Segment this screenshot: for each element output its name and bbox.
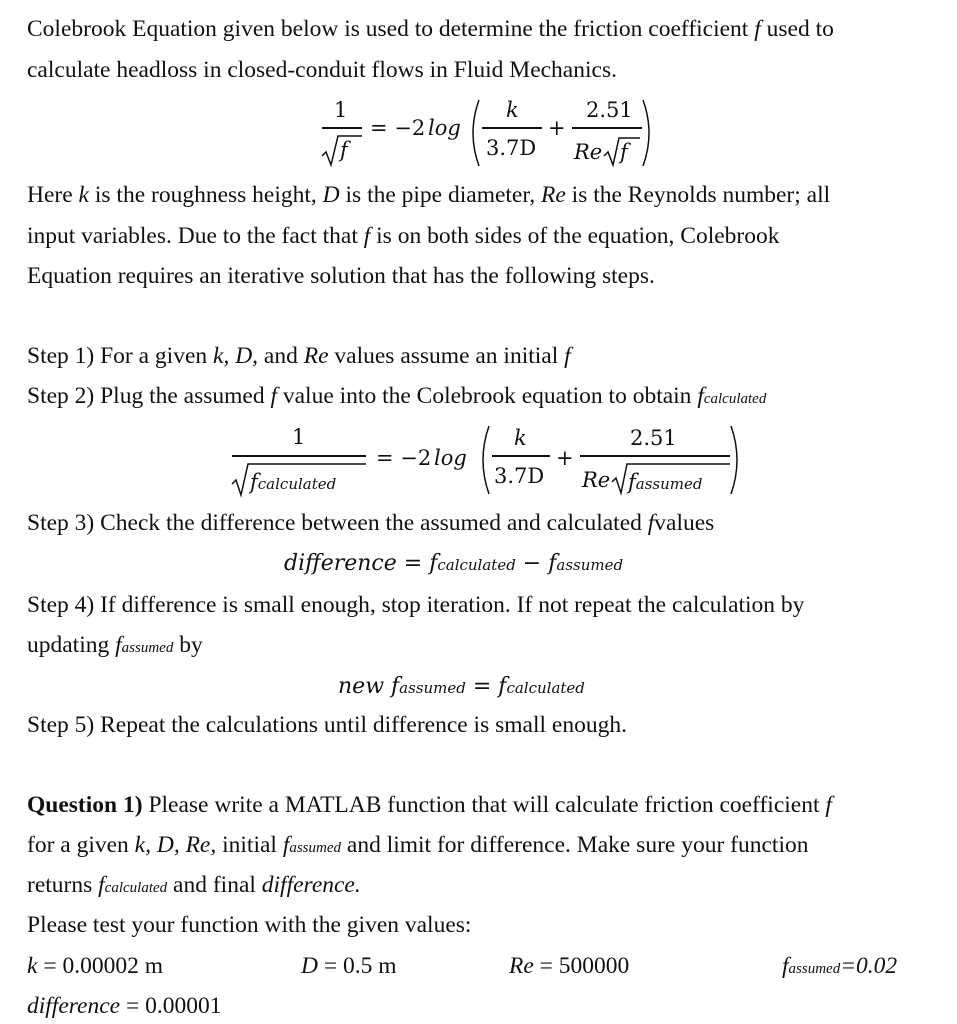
intro-text: used to <box>760 16 834 42</box>
eq4-f1: f <box>391 674 400 699</box>
eq2-f: f <box>628 470 636 494</box>
intro-line-2 <box>27 57 617 84</box>
step-text: by <box>173 632 203 658</box>
var-f: f <box>697 383 704 409</box>
value-D <box>301 953 397 980</box>
eq2-re: Re <box>582 468 611 492</box>
step-4-line-1 <box>27 592 804 619</box>
desc-text: is the pipe diameter, <box>339 182 541 208</box>
value-k-val: = 0.00002 m <box>37 953 163 979</box>
eq1-lhs-denominator: f <box>340 138 348 162</box>
right-paren-icon <box>640 98 656 168</box>
subscript: assumed <box>121 640 174 656</box>
intro-text: Colebrook Equation given below is used to determine the friction coefficient <box>27 16 755 42</box>
var-f: f <box>98 872 105 898</box>
step-3 <box>27 510 714 537</box>
step-text: and <box>258 343 304 369</box>
var-Re: Re <box>303 343 329 369</box>
eq2-lhs-bar <box>232 455 366 457</box>
eq3-f1: f <box>429 551 438 576</box>
var-f: f <box>363 223 371 249</box>
value-f-assumed <box>782 953 897 980</box>
eq1-f: f <box>620 140 628 164</box>
eq2-frac2-bar <box>580 455 730 457</box>
subscript: calculated <box>703 391 767 407</box>
eq2-frac1-den: 3.7D <box>494 464 545 488</box>
eq2-k: k <box>514 426 527 450</box>
eq4-f1-sub: assumed <box>399 679 466 697</box>
eq1-equals: = −2 <box>370 116 426 140</box>
step-text: Step 1) For a given <box>27 343 214 369</box>
value-Re <box>509 953 629 980</box>
question-text: and final <box>167 872 262 898</box>
eq2-equals: = −2 <box>376 446 432 470</box>
update-equation <box>338 674 585 699</box>
desc-text: is the Reynolds number; all <box>565 182 831 208</box>
eq3-f2: f <box>548 551 557 576</box>
eq1-plus: + <box>548 116 566 140</box>
subscript: calculated <box>104 880 168 896</box>
step-text: Step 4) If difference is small enough, stop iteration. If not repeat the calculation by <box>27 592 805 618</box>
var-f: f <box>115 632 122 658</box>
var-f: f <box>647 510 655 536</box>
eq2-lhs-numerator: 1 <box>292 425 306 449</box>
eq3-minus: − <box>515 551 549 576</box>
desc-text: Equation requires an iterative solution that has the following steps. <box>27 263 655 289</box>
eq1-lhs-bar <box>322 127 362 129</box>
value-diff-name: difference <box>27 993 121 1019</box>
value-D-val: = 0.5 m <box>317 953 397 979</box>
question-line-3 <box>27 872 361 899</box>
value-k <box>27 953 163 980</box>
question-label: Question 1) <box>27 792 143 818</box>
question-line-1 <box>27 792 832 819</box>
eq2-f-assumed <box>628 470 702 494</box>
eq2-lhs-den <box>250 470 336 494</box>
step-text: updating <box>27 632 116 658</box>
left-paren-icon <box>476 424 492 496</box>
eq1-log: log <box>428 116 461 140</box>
step-5 <box>27 712 627 739</box>
value-diff-val: = 0.00001 <box>120 993 222 1019</box>
eq3-f2-sub: assumed <box>556 556 624 574</box>
step-1 <box>27 343 571 370</box>
question-line-4 <box>27 912 471 939</box>
value-difference <box>27 993 221 1020</box>
eq2-frac2-num: 2.51 <box>630 426 677 450</box>
difference-equation <box>284 551 623 576</box>
question-text: for a given <box>27 832 135 858</box>
desc-line-3 <box>27 263 655 290</box>
desc-line-1 <box>27 182 830 209</box>
eq1-frac2-bar <box>572 127 642 129</box>
var-kD: k, D, <box>213 343 259 369</box>
value-Re-name: Re <box>509 953 534 979</box>
step-text: Step 5) Repeat the calculations until difference is small enough. <box>27 712 627 738</box>
eq1-re: Re <box>574 140 603 164</box>
intro-text: calculate headloss in closed-conduit flows in Fluid Mechanics. <box>27 57 617 83</box>
question-text: and limit for difference. Make sure your function <box>341 832 809 858</box>
question-text: returns <box>27 872 99 898</box>
step-4-line-2 <box>27 632 203 659</box>
eq3-difference: difference <box>284 551 397 576</box>
left-paren-icon <box>466 98 482 168</box>
var-k: k <box>78 182 89 208</box>
var-f: f <box>564 343 571 369</box>
value-Re-val: = 500000 <box>533 953 630 979</box>
question-text: Please test your function with the given values: <box>27 912 472 938</box>
question-text: initial <box>216 832 283 858</box>
value-f-sub: assumed <box>788 961 841 977</box>
eq2-frac1-bar <box>492 455 550 457</box>
eq1-frac1-bar <box>482 127 542 129</box>
step-text: values assume an initial <box>328 343 565 369</box>
eq1-lhs-numerator: 1 <box>334 98 348 122</box>
step-text: Step 3) Check the difference between the assumed and calculated <box>27 510 648 536</box>
var-D: D <box>322 182 340 208</box>
desc-text: is the roughness height, <box>88 182 323 208</box>
var-list: k, D, Re, <box>134 832 217 858</box>
eq2-log: log <box>434 446 467 470</box>
question-line-2 <box>27 832 808 859</box>
var-f: f <box>825 792 832 818</box>
desc-text: Here <box>27 182 79 208</box>
subscript: assumed <box>289 840 342 856</box>
desc-text: is on both sides of the equation, Colebrook <box>370 223 780 249</box>
value-f-val: =0.02 <box>840 953 898 979</box>
var-Re: Re <box>541 182 566 208</box>
eq2-plus: + <box>556 446 574 470</box>
value-D-name: D <box>301 953 318 979</box>
value-k-name: k <box>27 953 38 979</box>
eq1-frac1-den: 3.7D <box>486 136 537 160</box>
eq3-f1-sub: calculated <box>437 556 516 574</box>
var-f: f <box>754 16 761 42</box>
eq2-lhs-den-sub: calculated <box>257 475 337 493</box>
desc-line-2 <box>27 223 780 250</box>
eq1-k: k <box>506 98 519 122</box>
eq4-new: new <box>338 674 392 699</box>
eq4-equals: = <box>465 674 499 699</box>
step-text: value into the Colebrook equation to obtain <box>277 383 698 409</box>
step-text: values <box>654 510 715 536</box>
intro-line-1 <box>27 16 834 43</box>
right-paren-icon <box>728 424 744 496</box>
value-f-name: f <box>782 953 789 979</box>
eq2-lhs-den-f: f <box>250 470 258 494</box>
var-f: f <box>282 832 290 858</box>
question-text: Please write a MATLAB function that will calculate friction coefficient <box>142 792 826 818</box>
eq4-f2: f <box>498 674 507 699</box>
desc-text: input variables. Due to the fact that <box>27 223 364 249</box>
step-2 <box>27 383 766 410</box>
eq2-f-sub: assumed <box>635 475 703 493</box>
eq3-equals: = <box>396 551 430 576</box>
step-text: Step 2) Plug the assumed <box>27 383 271 409</box>
var-difference: difference. <box>261 872 361 898</box>
var-f: f <box>270 383 277 409</box>
eq4-f2-sub: calculated <box>506 679 585 697</box>
eq1-frac2-num: 2.51 <box>586 98 633 122</box>
